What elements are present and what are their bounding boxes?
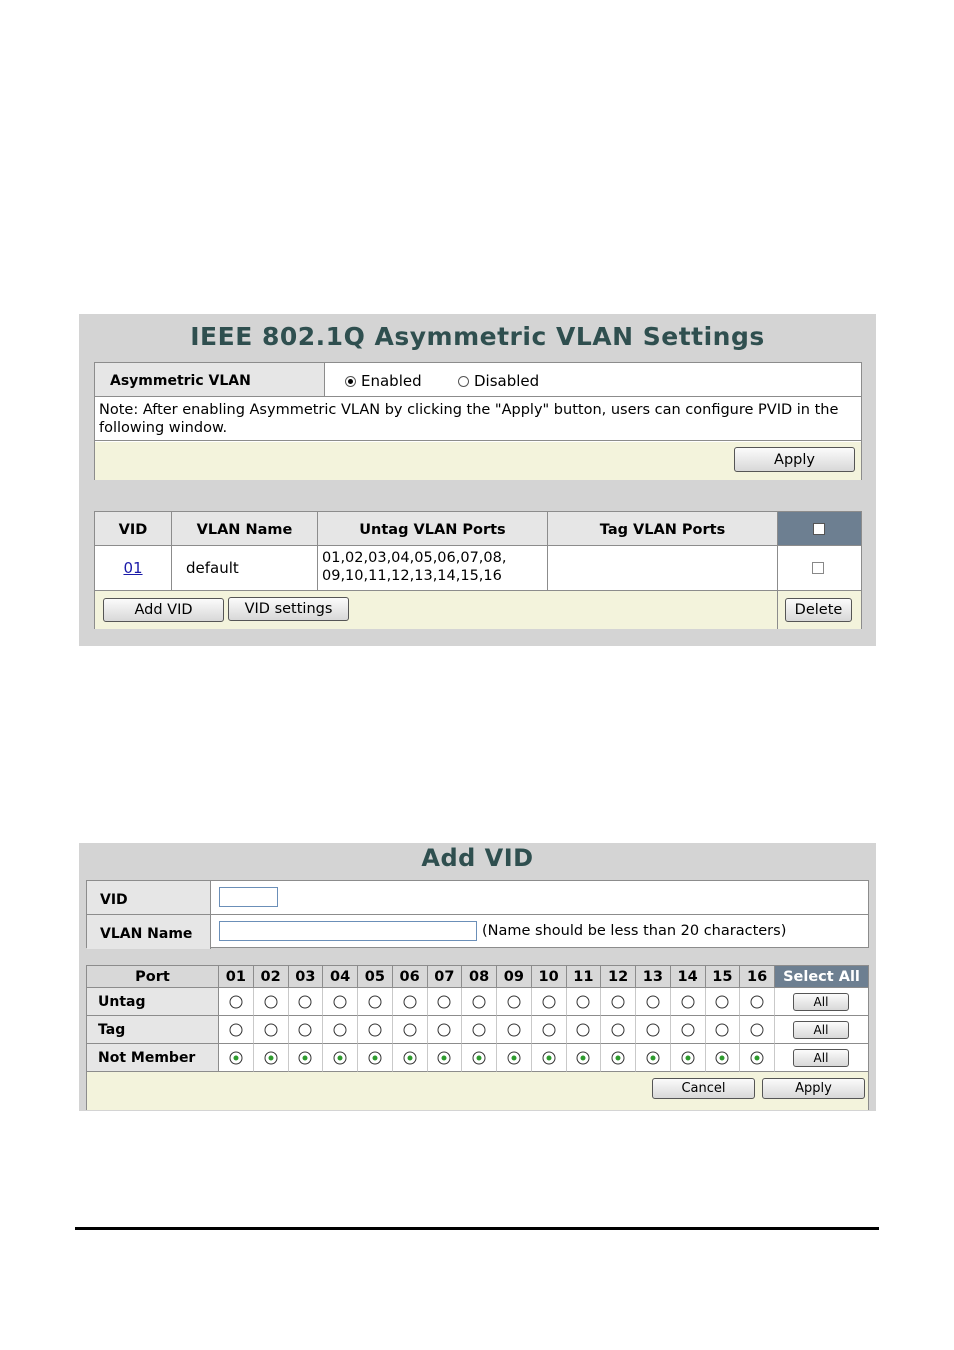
- radio-unselected-icon[interactable]: [229, 995, 242, 1008]
- apply-button[interactable]: Apply: [734, 447, 855, 472]
- row-label: Not Member: [87, 1044, 219, 1072]
- radio-selected-icon[interactable]: [299, 1051, 312, 1064]
- port-radio-cell: [254, 1044, 289, 1072]
- untag-ports-line: 01,02,03,04,05,06,07,08,: [322, 550, 507, 566]
- vid-settings-button[interactable]: VID settings: [228, 597, 349, 621]
- all-button[interactable]: All: [793, 993, 849, 1011]
- radio-selected-icon[interactable]: [577, 1051, 590, 1064]
- radio-selected-icon[interactable]: [403, 1051, 416, 1064]
- radio-unselected-icon[interactable]: [403, 995, 416, 1008]
- radio-unselected-icon[interactable]: [368, 995, 381, 1008]
- port-radio-cell: [601, 1044, 636, 1072]
- radio-selected-icon[interactable]: [542, 1051, 555, 1064]
- column-header-port-number: 15: [706, 966, 741, 988]
- vlan-name-hint: (Name should be less than 20 characters): [482, 923, 787, 939]
- port-radio-cell: [393, 988, 428, 1016]
- column-header-port-number: 14: [671, 966, 706, 988]
- radio-unselected-icon[interactable]: [438, 995, 451, 1008]
- port-radio-cell: [462, 1016, 497, 1044]
- port-radio-cell: [393, 1016, 428, 1044]
- port-radio-cell: [497, 1044, 532, 1072]
- asymmetric-vlan-footer: [95, 442, 861, 480]
- port-radio-cell: [706, 1016, 741, 1044]
- column-header-select: [778, 512, 861, 546]
- column-header-port-number: 03: [289, 966, 324, 988]
- table-cell-untag-ports: [318, 546, 548, 591]
- asymmetric-vlan-form: [94, 362, 862, 480]
- radio-unselected-icon[interactable]: [646, 995, 659, 1008]
- radio-selected-icon[interactable]: [507, 1051, 520, 1064]
- port-radio-cell: [671, 988, 706, 1016]
- column-header-port-number: 07: [428, 966, 463, 988]
- port-radio-cell: [706, 988, 741, 1016]
- column-header-port-number: 08: [462, 966, 497, 988]
- radio-unselected-icon[interactable]: [438, 1023, 451, 1036]
- vlan-table-footer: [95, 591, 861, 629]
- footer-divider: [777, 591, 778, 629]
- add-vid-panel: [79, 843, 876, 1111]
- vlan-name-label: VLAN Name: [87, 915, 211, 949]
- column-header-port-number: 06: [393, 966, 428, 988]
- radio-unselected-icon[interactable]: [681, 1023, 694, 1036]
- port-membership-table: [86, 965, 869, 1110]
- enabled-label: Enabled: [361, 372, 422, 390]
- port-radio-cell: [428, 1044, 463, 1072]
- port-radio-cell: [601, 1016, 636, 1044]
- apply-button[interactable]: Apply: [762, 1078, 865, 1099]
- column-header-port-number: 10: [532, 966, 567, 988]
- radio-selected-icon[interactable]: [264, 1051, 277, 1064]
- radio-unselected-icon[interactable]: [458, 376, 469, 387]
- port-radio-cell: [740, 1016, 775, 1044]
- port-radio-cell: [532, 1016, 567, 1044]
- column-header-port-number: 12: [601, 966, 636, 988]
- port-radio-cell: [289, 1016, 324, 1044]
- port-radio-cell: [289, 988, 324, 1016]
- radio-unselected-icon[interactable]: [229, 1023, 242, 1036]
- radio-unselected-icon[interactable]: [403, 1023, 416, 1036]
- column-header-port-number: 01: [219, 966, 254, 988]
- radio-unselected-icon[interactable]: [577, 995, 590, 1008]
- column-header-vid: VID: [95, 512, 172, 546]
- port-radio-cell: [254, 988, 289, 1016]
- select-all-checkbox[interactable]: [813, 523, 825, 535]
- column-header-select-all: Select All: [775, 966, 868, 988]
- add-vid-button[interactable]: Add VID: [103, 598, 224, 622]
- port-radio-cell: [636, 988, 671, 1016]
- add-vid-form: [86, 880, 869, 948]
- radio-unselected-icon[interactable]: [716, 995, 729, 1008]
- radio-unselected-icon[interactable]: [473, 1023, 486, 1036]
- delete-button[interactable]: Delete: [785, 598, 852, 622]
- table-cell-tag-ports: [548, 546, 778, 591]
- radio-selected-icon[interactable]: [473, 1051, 486, 1064]
- table-cell-vid: [95, 546, 172, 591]
- asymmetric-vlan-row: [95, 363, 861, 397]
- port-radio-cell: [671, 1016, 706, 1044]
- radio-selected-icon[interactable]: [438, 1051, 451, 1064]
- port-radio-cell: [462, 988, 497, 1016]
- radio-selected-icon[interactable]: [681, 1051, 694, 1064]
- port-radio-cell: [323, 1044, 358, 1072]
- column-header-port: Port: [87, 966, 219, 988]
- port-radio-cell: [532, 1044, 567, 1072]
- column-header-vlan-name: VLAN Name: [172, 512, 318, 546]
- table-cell-select: [778, 546, 861, 591]
- port-radio-cell: [254, 1016, 289, 1044]
- asymmetric-vlan-label: Asymmetric VLAN: [95, 363, 325, 396]
- radio-unselected-icon[interactable]: [507, 995, 520, 1008]
- column-header-port-number: 02: [254, 966, 289, 988]
- radio-unselected-icon[interactable]: [612, 995, 625, 1008]
- port-radio-cell: [567, 988, 602, 1016]
- enabled-radio[interactable]: [345, 372, 422, 390]
- radio-unselected-icon[interactable]: [507, 1023, 520, 1036]
- port-radio-cell: [219, 988, 254, 1016]
- table-cell-vlan-name: default: [172, 546, 318, 591]
- port-radio-cell: [428, 988, 463, 1016]
- column-header-port-number: 04: [323, 966, 358, 988]
- row-checkbox[interactable]: [812, 562, 824, 574]
- radio-unselected-icon[interactable]: [577, 1023, 590, 1036]
- port-radio-cell: [740, 1044, 775, 1072]
- radio-selected-icon[interactable]: [334, 1051, 347, 1064]
- port-radio-cell: [671, 1044, 706, 1072]
- radio-selected-icon[interactable]: [229, 1051, 242, 1064]
- column-header-port-number: 05: [358, 966, 393, 988]
- port-table-footer: [87, 1072, 868, 1110]
- port-radio-cell: [289, 1044, 324, 1072]
- port-radio-cell: [219, 1016, 254, 1044]
- vid-label: VID: [87, 881, 211, 915]
- port-radio-cell: [740, 988, 775, 1016]
- radio-selected-icon[interactable]: [646, 1051, 659, 1064]
- port-radio-cell: [219, 1044, 254, 1072]
- column-header-port-number: 13: [636, 966, 671, 988]
- column-header-port-number: 16: [740, 966, 775, 988]
- column-header-port-number: 09: [497, 966, 532, 988]
- disabled-radio[interactable]: [458, 372, 539, 390]
- disabled-label: Disabled: [474, 372, 540, 390]
- port-radio-cell: [323, 988, 358, 1016]
- port-radio-cell: [358, 1016, 393, 1044]
- radio-unselected-icon[interactable]: [716, 1023, 729, 1036]
- vid-link[interactable]: 01: [123, 559, 143, 577]
- port-radio-cell: [601, 988, 636, 1016]
- column-header-tag-ports: Tag VLAN Ports: [548, 512, 778, 546]
- radio-unselected-icon[interactable]: [299, 1023, 312, 1036]
- port-radio-cell: [636, 1016, 671, 1044]
- radio-unselected-icon[interactable]: [264, 1023, 277, 1036]
- select-all-cell: [775, 1016, 868, 1044]
- vlan-table: [94, 511, 862, 629]
- radio-unselected-icon[interactable]: [646, 1023, 659, 1036]
- select-all-cell: [775, 988, 868, 1016]
- vid-input[interactable]: [219, 887, 278, 907]
- port-radio-cell: [497, 988, 532, 1016]
- cancel-button[interactable]: Cancel: [652, 1078, 755, 1099]
- select-all-cell: [775, 1044, 868, 1072]
- radio-unselected-icon[interactable]: [334, 995, 347, 1008]
- untag-ports-line: 09,10,11,12,13,14,15,16: [322, 568, 502, 584]
- all-button[interactable]: All: [793, 1049, 849, 1067]
- port-radio-cell: [706, 1044, 741, 1072]
- column-header-port-number: 11: [567, 966, 602, 988]
- asymmetric-vlan-panel: [79, 314, 876, 646]
- radio-unselected-icon[interactable]: [473, 995, 486, 1008]
- radio-unselected-icon[interactable]: [681, 995, 694, 1008]
- radio-unselected-icon[interactable]: [751, 1023, 764, 1036]
- vlan-name-input[interactable]: [219, 921, 477, 941]
- radio-unselected-icon[interactable]: [264, 995, 277, 1008]
- port-radio-cell: [428, 1016, 463, 1044]
- radio-selected-icon[interactable]: [345, 376, 356, 387]
- port-radio-cell: [358, 1044, 393, 1072]
- port-radio-cell: [497, 1016, 532, 1044]
- panel-title: IEEE 802.1Q Asymmetric VLAN Settings: [190, 322, 765, 351]
- column-header-untag-ports: Untag VLAN Ports: [318, 512, 548, 546]
- port-radio-cell: [323, 1016, 358, 1044]
- port-radio-cell: [393, 1044, 428, 1072]
- radio-selected-icon[interactable]: [716, 1051, 729, 1064]
- all-button[interactable]: All: [793, 1021, 849, 1039]
- note-text: Note: After enabling Asymmetric VLAN by clicking the "Apply" button, users can configure PVID in the following window.: [95, 397, 861, 441]
- radio-unselected-icon[interactable]: [334, 1023, 347, 1036]
- radio-unselected-icon[interactable]: [542, 1023, 555, 1036]
- row-label: Tag: [87, 1016, 219, 1044]
- port-radio-cell: [462, 1044, 497, 1072]
- radio-selected-icon[interactable]: [612, 1051, 625, 1064]
- page-divider: [75, 1227, 879, 1230]
- radio-unselected-icon[interactable]: [368, 1023, 381, 1036]
- radio-unselected-icon[interactable]: [612, 1023, 625, 1036]
- radio-unselected-icon[interactable]: [542, 995, 555, 1008]
- port-radio-cell: [358, 988, 393, 1016]
- radio-unselected-icon[interactable]: [751, 995, 764, 1008]
- port-radio-cell: [532, 988, 567, 1016]
- panel-title: Add VID: [421, 844, 534, 872]
- port-radio-cell: [636, 1044, 671, 1072]
- port-radio-cell: [567, 1044, 602, 1072]
- radio-selected-icon[interactable]: [751, 1051, 764, 1064]
- radio-unselected-icon[interactable]: [299, 995, 312, 1008]
- row-label: Untag: [87, 988, 219, 1016]
- radio-selected-icon[interactable]: [368, 1051, 381, 1064]
- port-radio-cell: [567, 1016, 602, 1044]
